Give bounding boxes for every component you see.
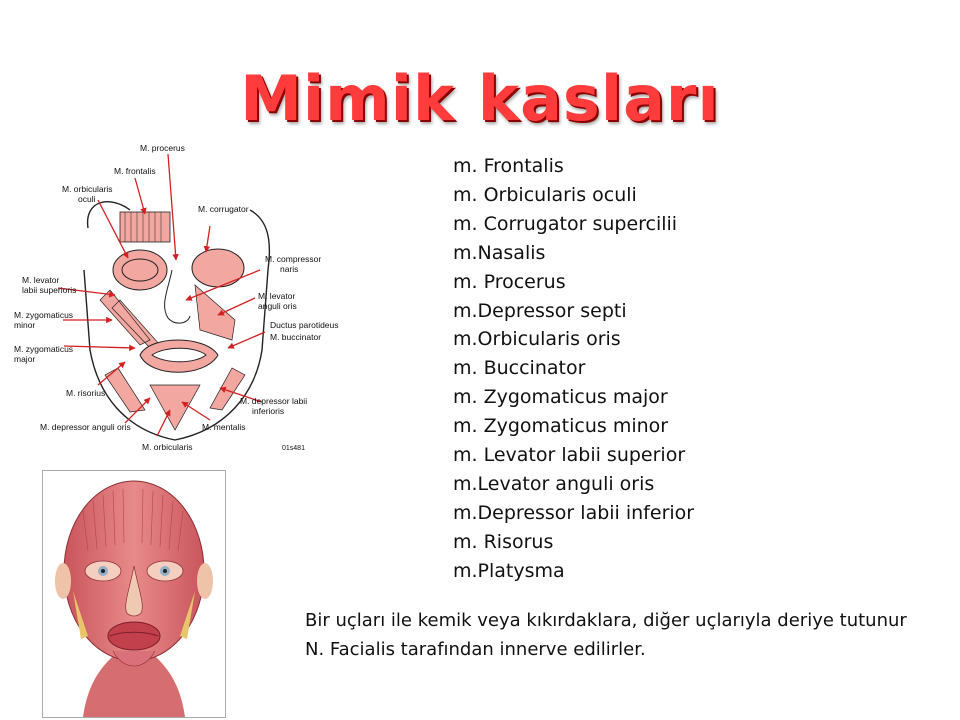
list-item: m. Zygomaticus minor	[453, 415, 669, 438]
list-item: m.Levator anguli oris	[453, 472, 655, 495]
list-item: m.Depressor septi	[453, 299, 627, 322]
label-depressor-labii-1: M. depressor labii	[240, 396, 308, 406]
label-orbicularis-oris: M. orbicularis	[142, 442, 193, 452]
label-zygomaticus-major-2: major	[14, 354, 36, 364]
label-ductus-parotideus: Ductus parotideus	[270, 320, 339, 330]
nose	[165, 270, 190, 323]
orbicularis-oculi-left	[113, 250, 167, 290]
note-innervation: N. Facialis tarafından innerve edilirler.	[305, 639, 646, 660]
list-item: m. Procerus	[453, 270, 566, 293]
list-item: m. Corrugator supercilii	[453, 212, 678, 235]
label-levator-labii-2: labii superioris	[22, 285, 77, 295]
chin-muscles	[150, 385, 200, 430]
label-mentalis: M. mentalis	[202, 422, 246, 432]
label-procerus: M. procerus	[140, 143, 185, 153]
list-item: m.Platysma	[453, 559, 565, 582]
list-item: m. Buccinator	[453, 357, 586, 380]
facial-muscles-diagram	[0, 140, 352, 456]
label-zygomaticus-minor-2: minor	[14, 320, 36, 330]
label-figure-code: 01s481	[282, 445, 305, 452]
label-corrugator: M. corrugator	[198, 204, 249, 214]
facial-muscles-illustration	[42, 470, 226, 718]
muscle-list	[453, 152, 694, 586]
list-item: m. Zygomaticus major	[453, 386, 668, 409]
list-item: m. Risorus	[453, 530, 554, 553]
label-zygomaticus-major-1: M. zygomaticus	[14, 344, 74, 354]
label-orbicularis-oculi-2: oculi	[78, 194, 96, 204]
label-levator-labii-1: M. levator	[22, 275, 60, 285]
label-zygomaticus-minor-1: M. zygomaticus	[14, 310, 74, 320]
slide-title: Mimik kasları	[240, 62, 720, 135]
label-buccinator: M. buccinator	[270, 332, 322, 342]
label-depressor-anguli: M. depressor anguli oris	[40, 422, 131, 432]
note-attachment: Bir uçları ile kemik veya kıkırdaklara, diğer uçlarıyla deriye tutunur	[305, 610, 907, 631]
list-item: m.Orbicularis oris	[453, 328, 621, 351]
notes	[305, 606, 907, 664]
label-levator-anguli-2: anguli oris	[258, 301, 297, 311]
list-item: m.Nasalis	[453, 241, 546, 264]
label-depressor-labii-2: inferioris	[252, 406, 285, 416]
label-risorius: M. risorius	[66, 388, 106, 398]
label-levator-anguli-1: M. levator	[258, 291, 296, 301]
label-orbicularis-oculi-1: M. orbicularis	[62, 184, 113, 194]
list-item: m. Orbicularis oculi	[453, 183, 637, 206]
label-compressor-2: naris	[280, 264, 299, 274]
orbicularis-oculi-right	[192, 249, 244, 287]
label-compressor-1: M. compressor	[265, 254, 322, 264]
label-frontalis: M. frontalis	[114, 166, 156, 176]
list-item: m. Levator labii superior	[453, 444, 686, 467]
list-item: m. Frontalis	[453, 155, 564, 177]
frontalis-muscle	[120, 212, 170, 242]
list-item: m.Depressor labii inferior	[453, 501, 695, 524]
